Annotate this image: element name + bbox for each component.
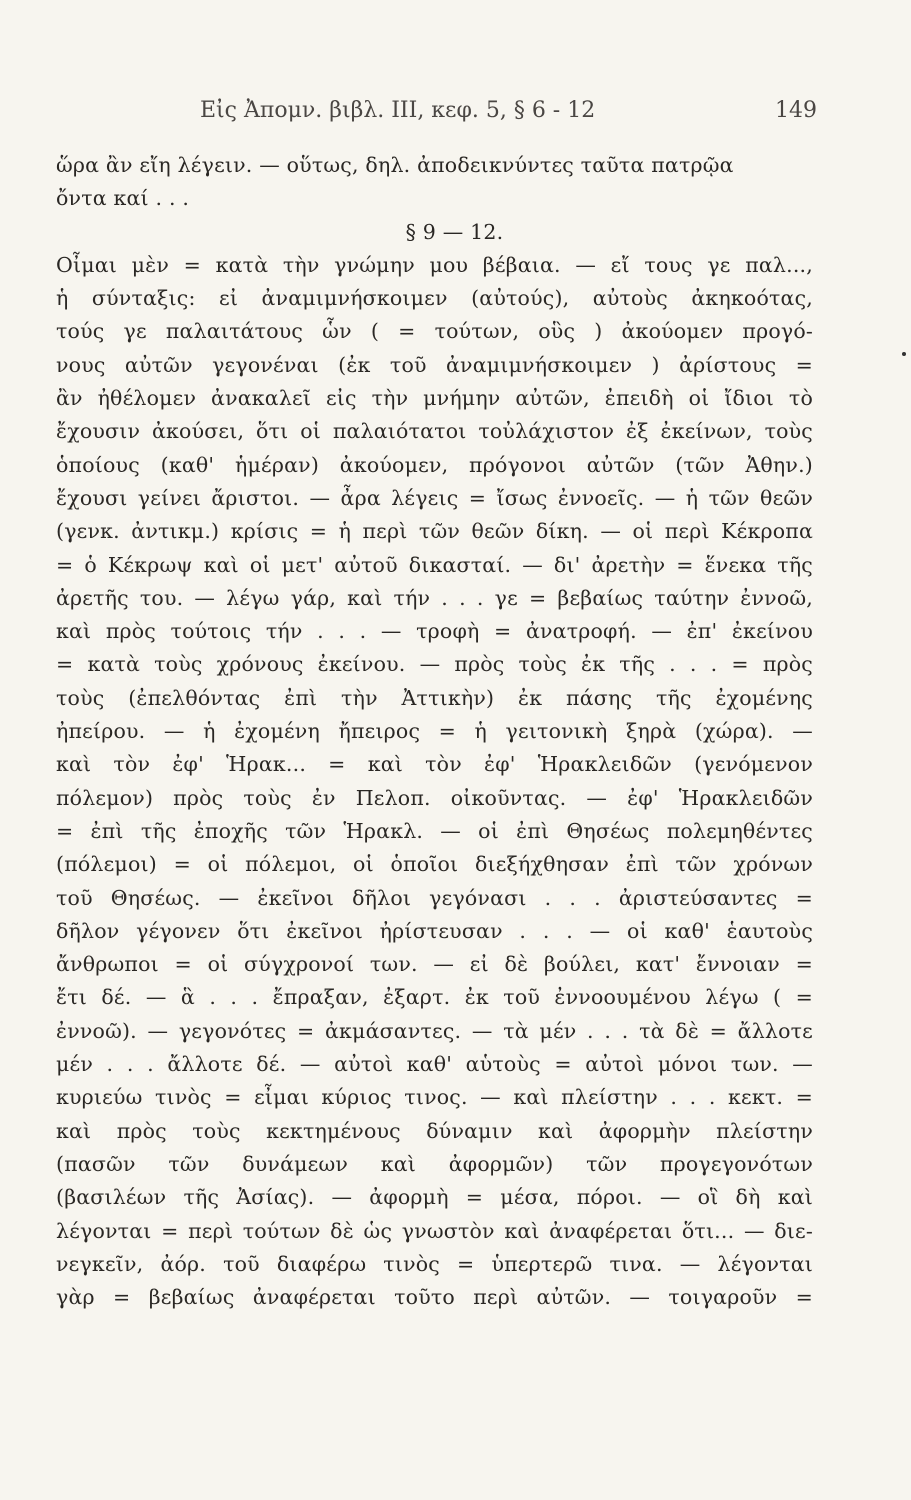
text-line: = κατὰ τοὺς χρόνους ἐκείνου. — πρὸς τοὺς ἐκ τῆς . . . = πρὸς — [56, 652, 813, 677]
page-header — [200, 98, 817, 132]
text-line: (βασιλέων τῆς Ἀσίας). — ἀφορμὴ = μέσα, πόροι. — οἳ δὴ καὶ — [56, 1185, 813, 1210]
text-line: νους αὐτῶν γεγονέναι (ἐκ τοῦ ἀναμιμνήσκοιμεν ) ἀρίστους = — [56, 352, 813, 377]
text-line: ἔχουσιν ἀκούσει, ὅτι οἱ παλαιότατοι τοὐλάχιστον ἐξ ἐκείνων, τοὺς — [56, 419, 813, 444]
text-line: λέγονται = περὶ τούτων δὲ ὡς γνωστὸν καὶ ἀναφέρεται ὅτι... — διε- — [56, 1218, 813, 1243]
text-line: Οἶμαι μὲν = κατὰ τὴν γνώμην μου βέβαια. — εἴ τους γε παλ..., — [56, 252, 813, 277]
text-line: κυριεύω τινὸς = εἶμαι κύριος τινος. — καὶ πλείστην . . . κεκτ. = — [56, 1085, 813, 1110]
text-line: ἀρετῆς του. — λέγω γάρ, καὶ τήν . . . γε = βεβαίως ταύτην ἐννοῶ, — [56, 585, 813, 610]
text-line: ὥρα ἂν εἴη λέγειν. — οὕτως, δηλ. ἀποδεικνύντες ταῦτα πατρῷα — [56, 153, 734, 177]
text-line: ὁποίους (καθ' ἡμέραν) ἀκούομεν, πρόγονοι αὐτῶν (τῶν Ἀθην.) — [56, 452, 813, 477]
text-line: ἔτι δέ. — ἃ . . . ἔπραξαν, ἐξαρτ. ἐκ τοῦ ἐννοουμένου λέγω ( = — [56, 985, 813, 1010]
text-line: καὶ τὸν ἐφ' Ἡρακ... = καὶ τὸν ἐφ' Ἡρακλειδῶν (γενόμενον — [56, 752, 813, 777]
text-line: ἔχουσι γείνει ἄριστοι. — ἆρα λέγεις = ἴσως ἐννοεῖς. — ἡ τῶν θεῶν — [56, 485, 813, 510]
text-line: ἄνθρωποι = οἱ σύγχρονοί των. — εἰ δὲ βούλει, κατ' ἔννοιαν = — [56, 952, 813, 977]
section-heading: § 9 — 12. — [405, 219, 504, 244]
page-number: 149 — [775, 98, 817, 123]
text-line: γὰρ = βεβαίως ἀναφέρεται τοῦτο περὶ αὐτῶν. — τοιγαροῦν = — [56, 1285, 813, 1310]
text-line: καὶ πρὸς τούτοις τήν . . . — τροφὴ = ἀνατροφή. — ἐπ' ἐκείνου — [56, 619, 813, 644]
text-line: τοῦ Θησέως. — ἐκεῖνοι δῆλοι γεγόνασι . . . ἀριστεύσαντες = — [56, 885, 813, 910]
text-line: νεγκεῖν, ἀόρ. τοῦ διαφέρω τινὸς = ὑπερτερῶ τινα. — λέγονται — [56, 1251, 813, 1276]
commentary-text — [56, 149, 813, 1314]
text-line: = ὁ Κέκρωψ καὶ οἱ μετ' αὐτοῦ δικασταί. — δι' ἀρετὴν = ἕνεκα τῆς — [56, 552, 813, 577]
text-line: καὶ πρὸς τοὺς κεκτημένους δύναμιν καὶ ἀφορμὴν πλείστην — [56, 1118, 813, 1143]
text-line: (πασῶν τῶν δυνάμεων καὶ ἀφορμῶν) τῶν προγεγονότων — [56, 1151, 813, 1176]
text-line: ἡ σύνταξις: εἰ ἀναμιμνήσκοιμεν (αὐτούς), αὐτοὺς ἀκηκοότας, — [56, 286, 813, 311]
text-line: (γενκ. ἀντικμ.) κρίσις = ἡ περὶ τῶν θεῶν δίκη. — οἱ περὶ Κέκροπα — [56, 519, 813, 544]
text-line: ὄντα καί . . . — [56, 186, 190, 211]
running-title: Εἰς Ἀπομν. βιβλ. III, κεφ. 5, § 6 - 12 — [200, 98, 596, 123]
text-line: τοὺς (ἐπελθόντας ἐπὶ τὴν Ἀττικὴν) ἐκ πάσης τῆς ἐχομένης — [56, 685, 813, 710]
text-line: πόλεμον) πρὸς τοὺς ἐν Πελοπ. οἰκοῦντας. — ἐφ' Ἡρακλειδῶν — [56, 785, 813, 810]
text-line: μέν . . . ἄλλοτε δέ. — αὐτοὶ καθ' αὑτοὺς = αὐτοὶ μόνοι των. — — [56, 1052, 813, 1077]
text-line: ἠπείρου. — ἡ ἐχομένη ἤπειρος = ἡ γειτονικὴ ξηρὰ (χώρα). — — [56, 719, 813, 744]
text-line: = ἐπὶ τῆς ἐποχῆς τῶν Ἡρακλ. — οἱ ἐπὶ Θησέως πολεμηθέντες — [56, 818, 813, 843]
text-line: ἐννοῶ). — γεγονότες = ἀκμάσαντες. — τὰ μέν . . . τὰ δὲ = ἄλλοτε — [56, 1018, 813, 1043]
text-line: ἂν ἠθέλομεν ἀνακαλεῖ εἰς τὴν μνήμην αὐτῶν, ἐπειδὴ οἱ ἴδιοι τὸ — [56, 386, 813, 411]
text-line: δῆλον γέγονεν ὅτι ἐκεῖνοι ἠρίστευσαν . . . — οἱ καθ' ἑαυτοὺς — [56, 918, 813, 943]
text-line: (πόλεμοι) = οἱ πόλεμοι, οἱ ὁποῖοι διεξήχθησαν ἐπὶ τῶν χρόνων — [56, 852, 813, 877]
scan-speck — [902, 352, 906, 356]
text-line: τούς γε παλαιτάτους ὧν ( = τούτων, οὓς ) ἀκούομεν προγό- — [56, 319, 813, 344]
